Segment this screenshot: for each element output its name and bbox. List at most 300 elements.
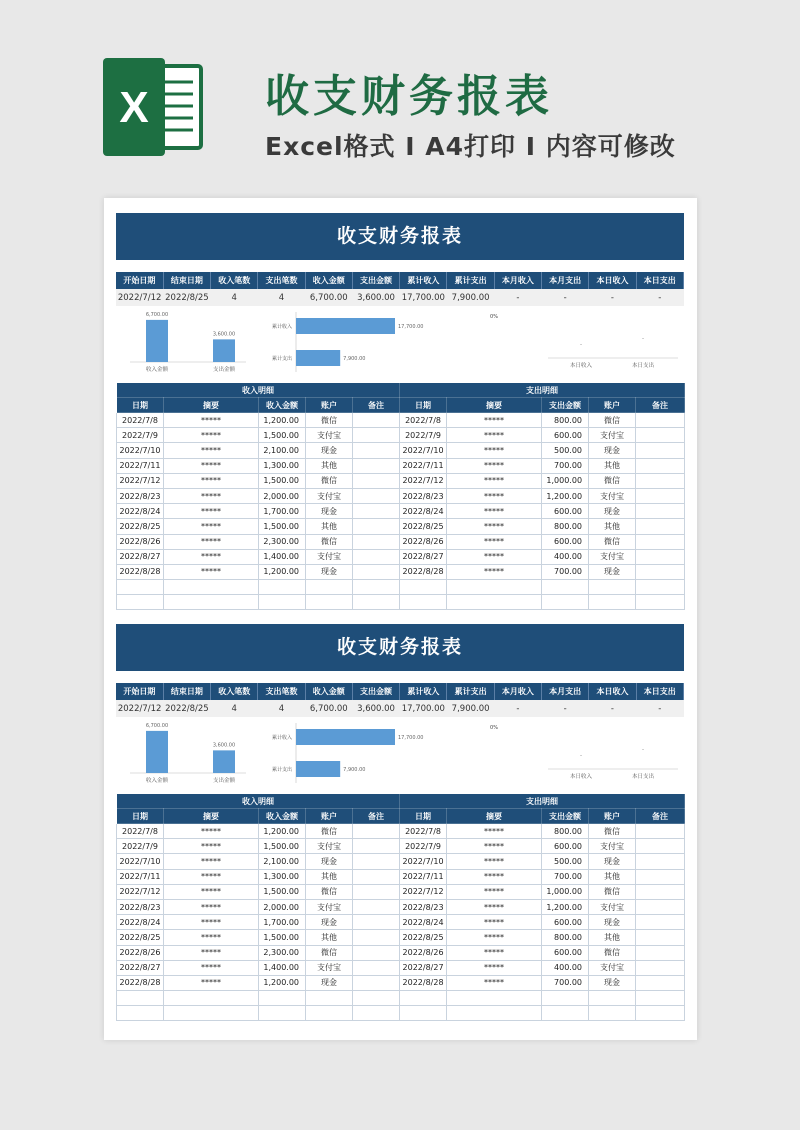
detail-section-row: [117, 794, 685, 809]
expense-cell: 2022/7/12: [400, 884, 447, 899]
expense-cell: 600.00: [542, 504, 589, 519]
expense-cell: 800.00: [542, 519, 589, 534]
income-cell: [306, 580, 353, 595]
expense-cell: 400.00: [542, 960, 589, 975]
expense-cell: 600.00: [542, 839, 589, 854]
chart3-data-label: -: [580, 753, 582, 759]
expense-cell: 2022/7/8: [400, 413, 447, 428]
chart1-data-label: 3,600.00: [212, 742, 236, 749]
table-row: [117, 443, 685, 458]
summary-value-cell: 6,700.00: [305, 700, 352, 717]
income-cell: 2022/7/11: [117, 458, 164, 473]
expense-cell: 2022/8/25: [400, 930, 447, 945]
expense-cell: *****: [447, 443, 542, 458]
income-cell: [353, 1006, 400, 1021]
summary-header-cell: 本日收入: [589, 683, 636, 700]
income-cell: 1,400.00: [259, 549, 306, 564]
summary-header-cell: 累计支出: [447, 272, 494, 289]
income-column-header: 摘要: [164, 809, 259, 824]
income-column-header: 日期: [117, 809, 164, 824]
expense-cell: 微信: [589, 824, 636, 839]
expense-cell: 其他: [589, 519, 636, 534]
income-cell: [353, 854, 400, 869]
income-cell: 微信: [306, 884, 353, 899]
expense-cell: *****: [447, 534, 542, 549]
income-cell: 现金: [306, 975, 353, 990]
income-cell: 2022/7/12: [117, 473, 164, 488]
income-cell: [306, 1006, 353, 1021]
expense-cell: [636, 549, 685, 564]
income-cell: [353, 839, 400, 854]
summary-header-cell: 支出金额: [352, 683, 399, 700]
expense-cell: 2022/8/26: [400, 945, 447, 960]
table-row: [117, 930, 685, 945]
income-cell: *****: [164, 488, 259, 503]
report-title: 收支财务报表: [116, 624, 684, 671]
detail-section-row: [117, 383, 685, 398]
income-cell: [353, 869, 400, 884]
expense-cell: [636, 580, 685, 595]
expense-cell: 700.00: [542, 564, 589, 579]
expense-cell: [636, 413, 685, 428]
expense-cell: [636, 854, 685, 869]
summary-value-cell: 3,600.00: [352, 700, 399, 717]
expense-cell: 微信: [589, 413, 636, 428]
summary-value-cell: -: [494, 700, 541, 717]
table-row: [117, 413, 685, 428]
income-cell: [353, 428, 400, 443]
income-cell: [353, 595, 400, 610]
expense-cell: *****: [447, 488, 542, 503]
income-cell: 1,200.00: [259, 975, 306, 990]
summary-charts: [116, 306, 684, 382]
summary-value-cell: 4: [211, 289, 258, 306]
table-row: [117, 473, 685, 488]
summary-value-cell: -: [589, 289, 636, 306]
summary-header-cell: 本日支出: [636, 272, 683, 289]
income-column-header: 收入金额: [259, 398, 306, 413]
expense-cell: [636, 564, 685, 579]
income-cell: [259, 991, 306, 1006]
income-cell: *****: [164, 975, 259, 990]
income-cell: [259, 580, 306, 595]
expense-cell: 现金: [589, 975, 636, 990]
income-cell: [259, 1006, 306, 1021]
income-cell: 2022/8/25: [117, 930, 164, 945]
chart2-category-label: 累计收入: [271, 735, 292, 741]
income-cell: *****: [164, 549, 259, 564]
income-cell: 2022/8/26: [117, 945, 164, 960]
income-cell: 2022/7/8: [117, 824, 164, 839]
chart2-data-label: 7,900.00: [343, 356, 366, 362]
table-row: [117, 945, 685, 960]
income-cell: [353, 534, 400, 549]
table-row: [117, 975, 685, 990]
expense-cell: [447, 580, 542, 595]
expense-cell: 800.00: [542, 930, 589, 945]
expense-cell: 微信: [589, 473, 636, 488]
expense-cell: 支付宝: [589, 428, 636, 443]
income-cell: *****: [164, 458, 259, 473]
income-cell: [353, 930, 400, 945]
income-column-header: 日期: [117, 398, 164, 413]
expense-cell: 600.00: [542, 534, 589, 549]
income-cell: *****: [164, 564, 259, 579]
income-cell: *****: [164, 534, 259, 549]
table-row: [117, 595, 685, 610]
summary-header-cell: 结束日期: [163, 683, 210, 700]
income-cell: 2022/8/28: [117, 975, 164, 990]
summary-value-cell: 7,900.00: [447, 700, 494, 717]
summary-header-cell: 累计收入: [400, 683, 447, 700]
expense-section-label: 支出明细: [400, 383, 685, 398]
expense-cell: [636, 899, 685, 914]
expense-cell: 600.00: [542, 945, 589, 960]
summary-header-cell: 支出笔数: [258, 683, 305, 700]
expense-cell: [589, 595, 636, 610]
income-cell: *****: [164, 930, 259, 945]
expense-cell: 2022/8/23: [400, 899, 447, 914]
summary-header-cell: 累计收入: [400, 272, 447, 289]
chart2-category-label: 累计收入: [271, 324, 292, 330]
income-cell: 现金: [306, 854, 353, 869]
income-cell: *****: [164, 960, 259, 975]
expense-cell: [447, 991, 542, 1006]
income-cell: 2022/8/25: [117, 519, 164, 534]
income-cell: 现金: [306, 915, 353, 930]
income-cell: 1,500.00: [259, 884, 306, 899]
income-cell: *****: [164, 945, 259, 960]
expense-cell: 1,200.00: [542, 488, 589, 503]
income-cell: 2,300.00: [259, 945, 306, 960]
summary-value-cell: -: [542, 700, 589, 717]
chart1-bar: [213, 339, 235, 362]
income-cell: [164, 580, 259, 595]
chart3-category-label: 本日收入: [569, 363, 593, 369]
income-cell: *****: [164, 824, 259, 839]
income-section-label: 收入明细: [117, 794, 400, 809]
expense-cell: 微信: [589, 884, 636, 899]
income-cell: 现金: [306, 504, 353, 519]
table-row: [117, 488, 685, 503]
chart3-annotation: 0%: [490, 725, 498, 731]
income-cell: 1,300.00: [259, 869, 306, 884]
expense-cell: 2022/7/9: [400, 428, 447, 443]
expense-cell: 800.00: [542, 413, 589, 428]
summary-header-row: [116, 683, 684, 700]
chart1-category-label: 支出金额: [212, 778, 236, 784]
expense-cell: *****: [447, 884, 542, 899]
expense-cell: *****: [447, 960, 542, 975]
expense-cell: *****: [447, 854, 542, 869]
income-cell: *****: [164, 869, 259, 884]
expense-cell: 400.00: [542, 549, 589, 564]
income-cell: 支付宝: [306, 960, 353, 975]
expense-cell: 1,200.00: [542, 899, 589, 914]
expense-cell: [542, 1006, 589, 1021]
expense-cell: *****: [447, 413, 542, 428]
expense-cell: *****: [447, 519, 542, 534]
summary-value-cell: 4: [258, 289, 305, 306]
chart3-data-label: -: [580, 342, 582, 348]
income-cell: 1,500.00: [259, 428, 306, 443]
summary-value-cell: 4: [258, 700, 305, 717]
income-cell: 2022/7/9: [117, 428, 164, 443]
summary-table: [116, 272, 684, 306]
income-cell: [353, 884, 400, 899]
summary-value-cell: 2022/7/12: [116, 289, 163, 306]
expense-cell: [542, 991, 589, 1006]
income-cell: *****: [164, 473, 259, 488]
income-cell: 2022/8/23: [117, 899, 164, 914]
table-row: [117, 504, 685, 519]
expense-cell: 2022/7/10: [400, 443, 447, 458]
expense-cell: *****: [447, 945, 542, 960]
income-cell: 微信: [306, 534, 353, 549]
income-cell: *****: [164, 839, 259, 854]
expense-cell: [542, 580, 589, 595]
income-cell: *****: [164, 519, 259, 534]
income-cell: 2022/7/10: [117, 443, 164, 458]
expense-cell: *****: [447, 975, 542, 990]
summary-charts: [116, 717, 684, 793]
chart2-data-label: 7,900.00: [343, 767, 366, 773]
summary-header-cell: 本月支出: [542, 272, 589, 289]
income-cell: 2022/8/23: [117, 488, 164, 503]
chart3-category-label: 本日收入: [569, 774, 593, 780]
summary-header-cell: 本月收入: [494, 272, 541, 289]
expense-cell: [589, 1006, 636, 1021]
income-cell: [353, 473, 400, 488]
income-cell: 2022/8/24: [117, 504, 164, 519]
income-cell: [353, 915, 400, 930]
expense-cell: [636, 884, 685, 899]
chart1-bar: [146, 320, 168, 362]
expense-cell: *****: [447, 824, 542, 839]
income-cell: 2,100.00: [259, 443, 306, 458]
income-cell: [164, 991, 259, 1006]
chart-area: [116, 717, 684, 793]
table-row: [117, 458, 685, 473]
income-cell: 1,200.00: [259, 824, 306, 839]
summary-header-cell: 累计支出: [447, 683, 494, 700]
income-cell: *****: [164, 899, 259, 914]
summary-header-cell: 开始日期: [116, 272, 163, 289]
income-cell: [353, 443, 400, 458]
expense-cell: *****: [447, 930, 542, 945]
expense-cell: 2022/8/25: [400, 519, 447, 534]
report-block: [116, 213, 684, 610]
income-cell: [164, 595, 259, 610]
income-cell: [353, 945, 400, 960]
income-cell: [353, 519, 400, 534]
summary-header-cell: 开始日期: [116, 683, 163, 700]
table-row: [117, 580, 685, 595]
income-cell: [353, 488, 400, 503]
expense-cell: [636, 458, 685, 473]
summary-value-cell: -: [589, 700, 636, 717]
chart3-data-label: -: [642, 747, 644, 753]
expense-cell: 2022/8/26: [400, 534, 447, 549]
table-row: [117, 549, 685, 564]
income-cell: 2022/7/11: [117, 869, 164, 884]
income-cell: *****: [164, 413, 259, 428]
table-row: [117, 899, 685, 914]
expense-cell: [636, 915, 685, 930]
table-row: [117, 428, 685, 443]
expense-cell: [636, 869, 685, 884]
income-cell: [353, 975, 400, 990]
income-cell: 1,200.00: [259, 413, 306, 428]
expense-cell: [589, 991, 636, 1006]
chart1-category-label: 收入金额: [145, 778, 169, 784]
chart2-bar: [296, 350, 340, 366]
income-cell: [353, 564, 400, 579]
table-row: [117, 884, 685, 899]
expense-cell: 2022/7/11: [400, 869, 447, 884]
summary-value-cell: -: [542, 289, 589, 306]
expense-cell: *****: [447, 899, 542, 914]
expense-cell: [636, 960, 685, 975]
table-row: [117, 960, 685, 975]
summary-value-cell: 2022/8/25: [163, 700, 210, 717]
expense-cell: 现金: [589, 915, 636, 930]
expense-cell: 700.00: [542, 458, 589, 473]
chart2-category-label: 累计支出: [271, 767, 292, 773]
expense-cell: 500.00: [542, 443, 589, 458]
summary-value-cell: 3,600.00: [352, 289, 399, 306]
summary-value-row: [116, 289, 684, 306]
income-cell: *****: [164, 854, 259, 869]
chart1-category-label: 支出金额: [212, 367, 236, 373]
expense-cell: [542, 595, 589, 610]
income-cell: 2022/7/8: [117, 413, 164, 428]
expense-cell: 1,000.00: [542, 473, 589, 488]
summary-header-cell: 本日收入: [589, 272, 636, 289]
table-row: [117, 519, 685, 534]
summary-header-cell: 本月收入: [494, 683, 541, 700]
page-subtitle: Excel格式 I A4打印 I 内容可修改: [265, 132, 676, 161]
income-cell: 其他: [306, 869, 353, 884]
income-cell: [353, 899, 400, 914]
income-cell: [353, 549, 400, 564]
expense-cell: 现金: [589, 854, 636, 869]
income-cell: [117, 595, 164, 610]
income-cell: [353, 504, 400, 519]
income-cell: [259, 595, 306, 610]
expense-cell: [636, 930, 685, 945]
expense-cell: 其他: [589, 869, 636, 884]
income-column-header: 摘要: [164, 398, 259, 413]
summary-header-cell: 收入金额: [305, 683, 352, 700]
chart3-annotation: 0%: [490, 314, 498, 320]
chart1-data-label: 6,700.00: [145, 722, 169, 729]
income-cell: 微信: [306, 473, 353, 488]
expense-cell: 2022/7/9: [400, 839, 447, 854]
expense-cell: 700.00: [542, 869, 589, 884]
expense-column-header: 账户: [589, 398, 636, 413]
expense-cell: [636, 443, 685, 458]
income-cell: [353, 824, 400, 839]
expense-cell: *****: [447, 839, 542, 854]
chart-area: [116, 306, 684, 382]
income-cell: [353, 580, 400, 595]
summary-header-cell: 本月支出: [542, 683, 589, 700]
expense-cell: 2022/8/28: [400, 975, 447, 990]
income-section-label: 收入明细: [117, 383, 400, 398]
expense-cell: 600.00: [542, 428, 589, 443]
expense-section-label: 支出明细: [400, 794, 685, 809]
income-cell: 2022/8/26: [117, 534, 164, 549]
chart3-category-label: 本日支出: [631, 774, 655, 780]
expense-cell: 2022/7/8: [400, 824, 447, 839]
table-row: [117, 869, 685, 884]
expense-cell: *****: [447, 915, 542, 930]
expense-cell: [636, 839, 685, 854]
income-cell: 2,000.00: [259, 899, 306, 914]
expense-cell: 其他: [589, 930, 636, 945]
income-cell: 1,400.00: [259, 960, 306, 975]
summary-header-row: [116, 272, 684, 289]
income-cell: 2022/7/12: [117, 884, 164, 899]
expense-cell: *****: [447, 549, 542, 564]
expense-cell: 支付宝: [589, 960, 636, 975]
income-cell: 2022/8/27: [117, 960, 164, 975]
income-cell: 1,500.00: [259, 473, 306, 488]
expense-cell: [589, 580, 636, 595]
expense-cell: 2022/8/24: [400, 915, 447, 930]
income-cell: 其他: [306, 458, 353, 473]
income-cell: [306, 595, 353, 610]
chart2-bar: [296, 318, 395, 334]
detail-column-header-row: [117, 398, 685, 413]
expense-column-header: 摘要: [447, 398, 542, 413]
report-title: 收支财务报表: [116, 213, 684, 260]
chart2-data-label: 17,700.00: [398, 735, 424, 741]
income-cell: 2,100.00: [259, 854, 306, 869]
income-cell: 2022/8/24: [117, 915, 164, 930]
chart2-data-label: 17,700.00: [398, 324, 424, 330]
expense-column-header: 摘要: [447, 809, 542, 824]
expense-cell: 2022/8/28: [400, 564, 447, 579]
summary-value-cell: 2022/7/12: [116, 700, 163, 717]
page-title: 收支财务报表: [265, 71, 553, 122]
income-cell: 2022/7/10: [117, 854, 164, 869]
summary-value-cell: 2022/8/25: [163, 289, 210, 306]
expense-column-header: 备注: [636, 398, 685, 413]
income-cell: 1,700.00: [259, 915, 306, 930]
expense-cell: 其他: [589, 458, 636, 473]
summary-table: [116, 683, 684, 717]
expense-cell: 微信: [589, 534, 636, 549]
expense-cell: [636, 519, 685, 534]
expense-cell: *****: [447, 504, 542, 519]
expense-cell: 2022/8/27: [400, 960, 447, 975]
chart1-data-label: 6,700.00: [145, 311, 169, 318]
expense-cell: [636, 945, 685, 960]
income-cell: 支付宝: [306, 549, 353, 564]
expense-column-header: 账户: [589, 809, 636, 824]
expense-cell: 500.00: [542, 854, 589, 869]
expense-column-header: 支出金额: [542, 398, 589, 413]
table-row: [117, 854, 685, 869]
expense-cell: 600.00: [542, 915, 589, 930]
expense-column-header: 日期: [400, 398, 447, 413]
chart1-bar: [146, 731, 168, 773]
expense-cell: [636, 975, 685, 990]
income-column-header: 账户: [306, 809, 353, 824]
excel-logo-icon: [103, 58, 205, 156]
